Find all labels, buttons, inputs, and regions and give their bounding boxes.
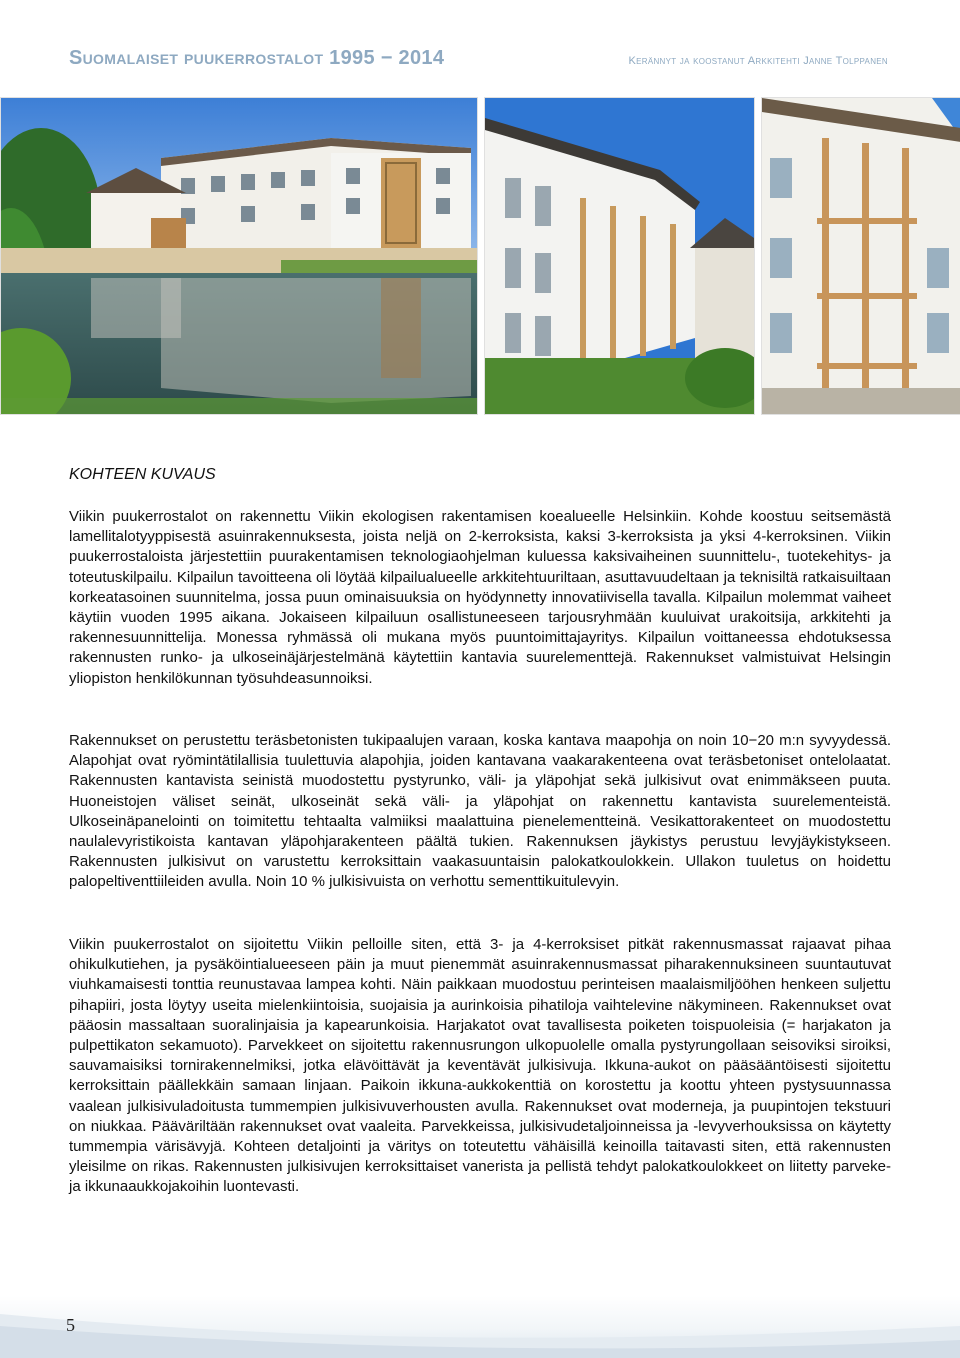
page-number: 5	[66, 1315, 75, 1335]
body-paragraph: Viikin puukerrostalot on rakennettu Viikin ekologisen rakentamisen koealueelle Helsinkiin. Kohde koostuu seitsemästä lamellitalotyyppisestä asuinrakennuksesta, joista neljä on 2-kerroksista, kaksi 3-kerroksista ja yksi 4-kerroksinen. Viikin puukerrostaloista järjestettiin puurakentamisen teknologiaohjelman kuluessa kaksivaiheinen suunnittelu-, tuotekehitys- ja toteutuskilpailu. Kilpailun tavoitteena oli löytää kilpailualueelle arkkitehtuuriltaan, asuttavuudeltaan ja teknisiltä ratkaisuiltaan korkeatasoinen suunnitelma, jossa puun ominaisuuksia on hyödynnetty innovatiivisella tavalla. Kilpailun molemmat vaiheet käytiin vuoden 1995 aikana. Jokaiseen kilpailuun osallistuneeseen tarjousryhmään kuuluivat urakoitsija, arkkitehti ja rakennesuunnittelija. Monessa ryhmässä oli mukana myös puuntoimittajayritys. Kilpailun voittaneessa ehdotuksessa rakennusten runko- ja ulkoseinäjärjestelmänä käytettiin kantavia suurelementtejä. Rakennukset valmistuivat Helsingin yliopiston henkilökunnan työsuhdeasunnoiksi.	[69, 508, 891, 687]
document-credit: Kerännyt ja koostanut Arkkitehti Janne Tolppanen	[628, 55, 888, 67]
photo-balcony-facade	[484, 97, 755, 415]
photo-balcony-tower	[761, 97, 960, 415]
photo-buildings-by-pond	[0, 97, 478, 415]
body-paragraph: Viikin puukerrostalot on sijoitettu Viikin pelloille siten, että 3- ja 4-kerroksiset pitkät rakennusmassat rajaavat pihaa ohikulkutiehen, ja pysäköintialueeseen päin ja muut pienemmät asuinrakennusmassat piharakennuksineen suuntautuvat viuhkamaisesti tonttia reunustavaa lampea kohti. Näin paikkaan muodostuu perinteisen maalaismiljööhen henkeen suljettu pihapiiri, josta löytyy useita mielenkiintoisia, suojaisia ja aurinkoisia pihatiloja vaihtelevine näkymineen. Rakennukset ovat pääosin massaltaan suoralinjaisia ja kapearunkoisia. Harjakatot ovat tavallisesta poiketen toispuoleisia (= harjakaton ja pulpettikaton sekamuoto). Parvekkeet on sijoitettu rakennusrungon ulkopuolelle omalla pystyrungollaan seisoviksi siroiksi, sauvamaisiksi tornirakennelmiksi, jotka elävöittävät ja keventävät julkisivuja. Ikkuna-aukot on pääsääntöisesti sijoitettu kerroksittain päällekkäin samaan linjaan. Paikoin ikkuna-aukkokenttiä on korostettu ja koottu yhteen pystysuunnassa vaalean julkisivuladoitusta tummempien julkisivuverhousten avulla. Rakennukset ovat moderneja, ja puupintojen tekstuuri on niukkaa. Pääväriltään rakennukset ovat vaaleita. Parvekkeissa, julkisivudetaljoinneissa ja -levyverhouksissa on käytetty tummempia värisävyjä. Kohteen detaljointi ja väritys on toteutettu vähäisillä keinoilla taitavasti siten, että rakennusten yleisilme on rikas. Rakennusten julkisivujen kerroksittaiset vanerista ja pellistä tehdyt palokatkoulokkeet on liitetty parveke- ja ikkunaaukkojakoihin luontevasti.	[69, 936, 891, 1196]
section-heading: KOHTEEN KUVAUS	[69, 466, 216, 483]
document-title: Suomalaiset puukerrostalot 1995 − 2014	[69, 47, 445, 69]
body-paragraph: Rakennukset on perustettu teräsbetonisten tukipaalujen varaan, koska kantava maapohja on noin 10−20 m:n syvyydessä. Alapohjat ovat ryömintätilallisia tuulettuvia alapohjia, joiden kantavana vaakarakenteena ovat teräsbetoniset ontelolaatat. Rakennusten kantavista seinistä muodostettu pystyrunko, väli- ja yläpohjat sekä julkisivut ovat enimmäkseen puuta. Huoneistojen väliset seinät, ulkoseinät sekä väli- ja yläpohjat on rakennettu kantavista suurelementeistä. Ulkoseinäpanelointi on toimitettu tehtaalta valmiiksi maalattuina pienelementteinä. Vesikattorakenteet on muodostettu naulalevyristikoista kantavan yläpohjarakenteen päältä tukien. Rakennuksen jäykistys perustuu levyjäykistykseen. Rakennusten julkisivut on varustettu kerroksittain vaakasuuntaisin palokatkoulokkein. Ullakon tuuletus on hoidettu palopeltiventtiileiden avulla. Noin 10 % julkisivuista on verhottu sementtikuitulevyin.	[69, 732, 891, 891]
footer-curve	[0, 1296, 960, 1358]
